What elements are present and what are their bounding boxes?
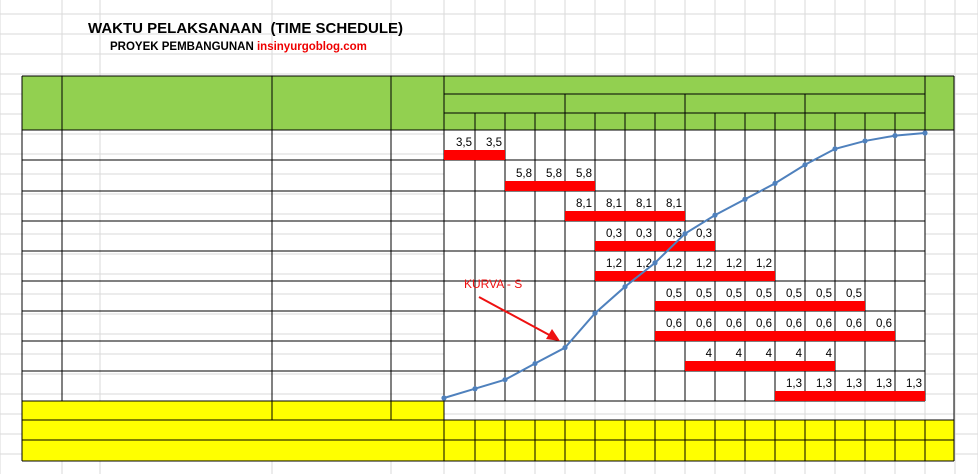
s-curve-point (712, 213, 717, 218)
s-curve-point (472, 386, 477, 391)
week-weight-label: 0,6 (846, 318, 862, 330)
week-weight-label: 1,3 (786, 378, 802, 390)
week-weight-label: 4 (765, 348, 772, 360)
week-weight-label: 0,6 (816, 318, 832, 330)
s-curve-point (532, 361, 537, 366)
week-weight-label: 0,6 (666, 318, 682, 330)
week-weight-label: 5,8 (576, 168, 592, 180)
page-title: WAKTU PELAKSANAAN (TIME SCHEDULE) (88, 20, 403, 37)
week-weight-label: 3,5 (456, 137, 472, 149)
week-weight-label: 0,5 (786, 288, 802, 300)
activity-bar (685, 361, 835, 371)
week-weight-label: 5,8 (546, 168, 562, 180)
week-weight-label: 1,3 (876, 378, 892, 390)
s-curve-point (802, 162, 807, 167)
week-weight-label: 0,5 (756, 288, 772, 300)
week-weight-label: 0,6 (696, 318, 712, 330)
week-weight-label: 4 (825, 348, 832, 360)
week-weight-label: 0,3 (696, 228, 712, 240)
week-weight-label: 0,6 (756, 318, 772, 330)
week-weight-label: 8,1 (606, 198, 622, 210)
week-weight-label: 0,5 (846, 288, 862, 300)
s-curve-point (832, 146, 837, 151)
s-curve-point (682, 231, 687, 236)
activity-bar (655, 301, 865, 311)
week-weight-label: 8,1 (666, 198, 682, 210)
week-weight-label: 3,5 (486, 137, 502, 149)
week-weight-label: 0,3 (636, 228, 652, 240)
s-curve-point (592, 311, 597, 316)
week-weight-label: 1,2 (666, 258, 682, 270)
activity-bar (595, 271, 775, 281)
activity-bar (444, 150, 505, 160)
week-weight-label: 1,3 (816, 378, 832, 390)
week-weight-label: 8,1 (636, 198, 652, 210)
s-curve-point (742, 197, 747, 202)
activity-bar (505, 181, 595, 191)
s-curve-point (502, 377, 507, 382)
week-weight-label: 0,6 (726, 318, 742, 330)
week-weight-label: 1,2 (696, 258, 712, 270)
week-weight-label: 0,6 (876, 318, 892, 330)
week-weight-label: 1,2 (636, 258, 652, 270)
s-curve-point (562, 345, 567, 350)
week-weight-label: 1,2 (726, 258, 742, 270)
s-curve-point (652, 260, 657, 265)
activity-bar (565, 211, 685, 221)
week-weight-label: 0,6 (786, 318, 802, 330)
activity-bar (775, 391, 925, 401)
week-weight-label: 0,3 (666, 228, 682, 240)
week-weight-label: 5,8 (516, 168, 532, 180)
subtitle-site: insinyurgoblog.com (256, 41, 367, 53)
week-weight-label: 4 (735, 348, 742, 360)
s-curve-point (892, 133, 897, 138)
week-weight-label: 1,3 (906, 378, 922, 390)
subtitle-prefix: PROYEK PEMBANGUNAN (110, 41, 257, 53)
s-curve-point (862, 138, 867, 143)
week-weight-label: 0,5 (726, 288, 742, 300)
week-weight-label: 8,1 (576, 198, 592, 210)
week-weight-label: 0,5 (666, 288, 682, 300)
s-curve-point (772, 181, 777, 186)
activity-bar (655, 331, 895, 341)
week-weight-label: 4 (705, 348, 712, 360)
week-weight-label: 1,2 (606, 258, 622, 270)
kurva-s-label: KURVA - S (464, 277, 523, 291)
s-curve-point (622, 284, 627, 289)
week-weight-label: 1,3 (846, 378, 862, 390)
week-weight-label: 1,2 (756, 258, 772, 270)
s-curve-point (922, 130, 927, 135)
week-weight-label: 4 (795, 348, 802, 360)
week-weight-label: 0,5 (696, 288, 712, 300)
week-weight-label: 0,3 (606, 228, 622, 240)
activity-bar (595, 241, 715, 251)
week-weight-label: 0,5 (816, 288, 832, 300)
s-curve-point (441, 395, 446, 400)
kurva-arrow-line (479, 297, 553, 337)
